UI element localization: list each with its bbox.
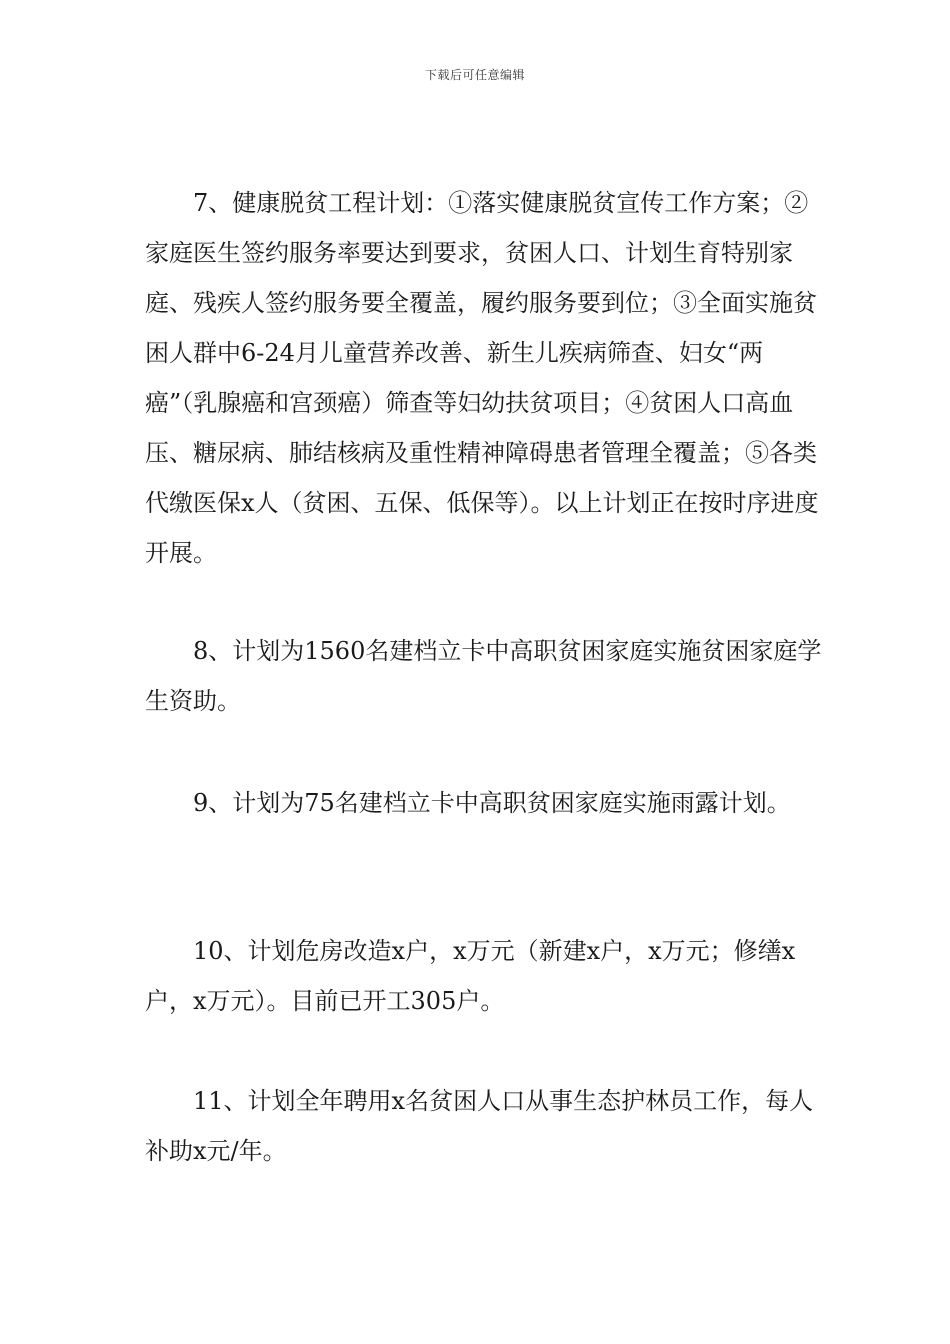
document-body <box>145 178 825 1176</box>
paragraph-item-10: 10、计划危房改造x户，x万元（新建x户，x万元；修缮x户，x万元）。目前已开工305户。 <box>145 937 796 1015</box>
paragraph-item-7: 7、健康脱贫工程计划：①落实健康脱贫宣传工作方案；②家庭医生签约服务率要达到要求，贫困人口、计划生育特别家庭、残疾人签约服务要全覆盖，履约服务要到位；③全面实施贫困人群中6-24月儿童营养改善、新生儿疾病筛查、妇女“两癌”（乳腺癌和宫颈癌）筛查等妇幼扶贫项目；④贫困人口高血压、糖尿病、肺结核病及重性精神障碍患者管理全覆盖；⑤各类代缴医保x人（贫困、五保、低保等）。以上计划正在按时序进度开展。 <box>145 189 819 567</box>
paragraph-item-11: 11、计划全年聘用x名贫困人口从事生态护林员工作，每人补助x元/年。 <box>145 1087 814 1165</box>
page-header: 下载后可任意编辑 <box>424 68 525 82</box>
paragraph-item-8: 8、计划为1560名建档立卡中高职贫困家庭实施贫困家庭学生资助。 <box>145 637 822 715</box>
paragraph-item-9: 9、计划为75名建档立卡中高职贫困家庭实施雨露计划。 <box>193 789 791 817</box>
